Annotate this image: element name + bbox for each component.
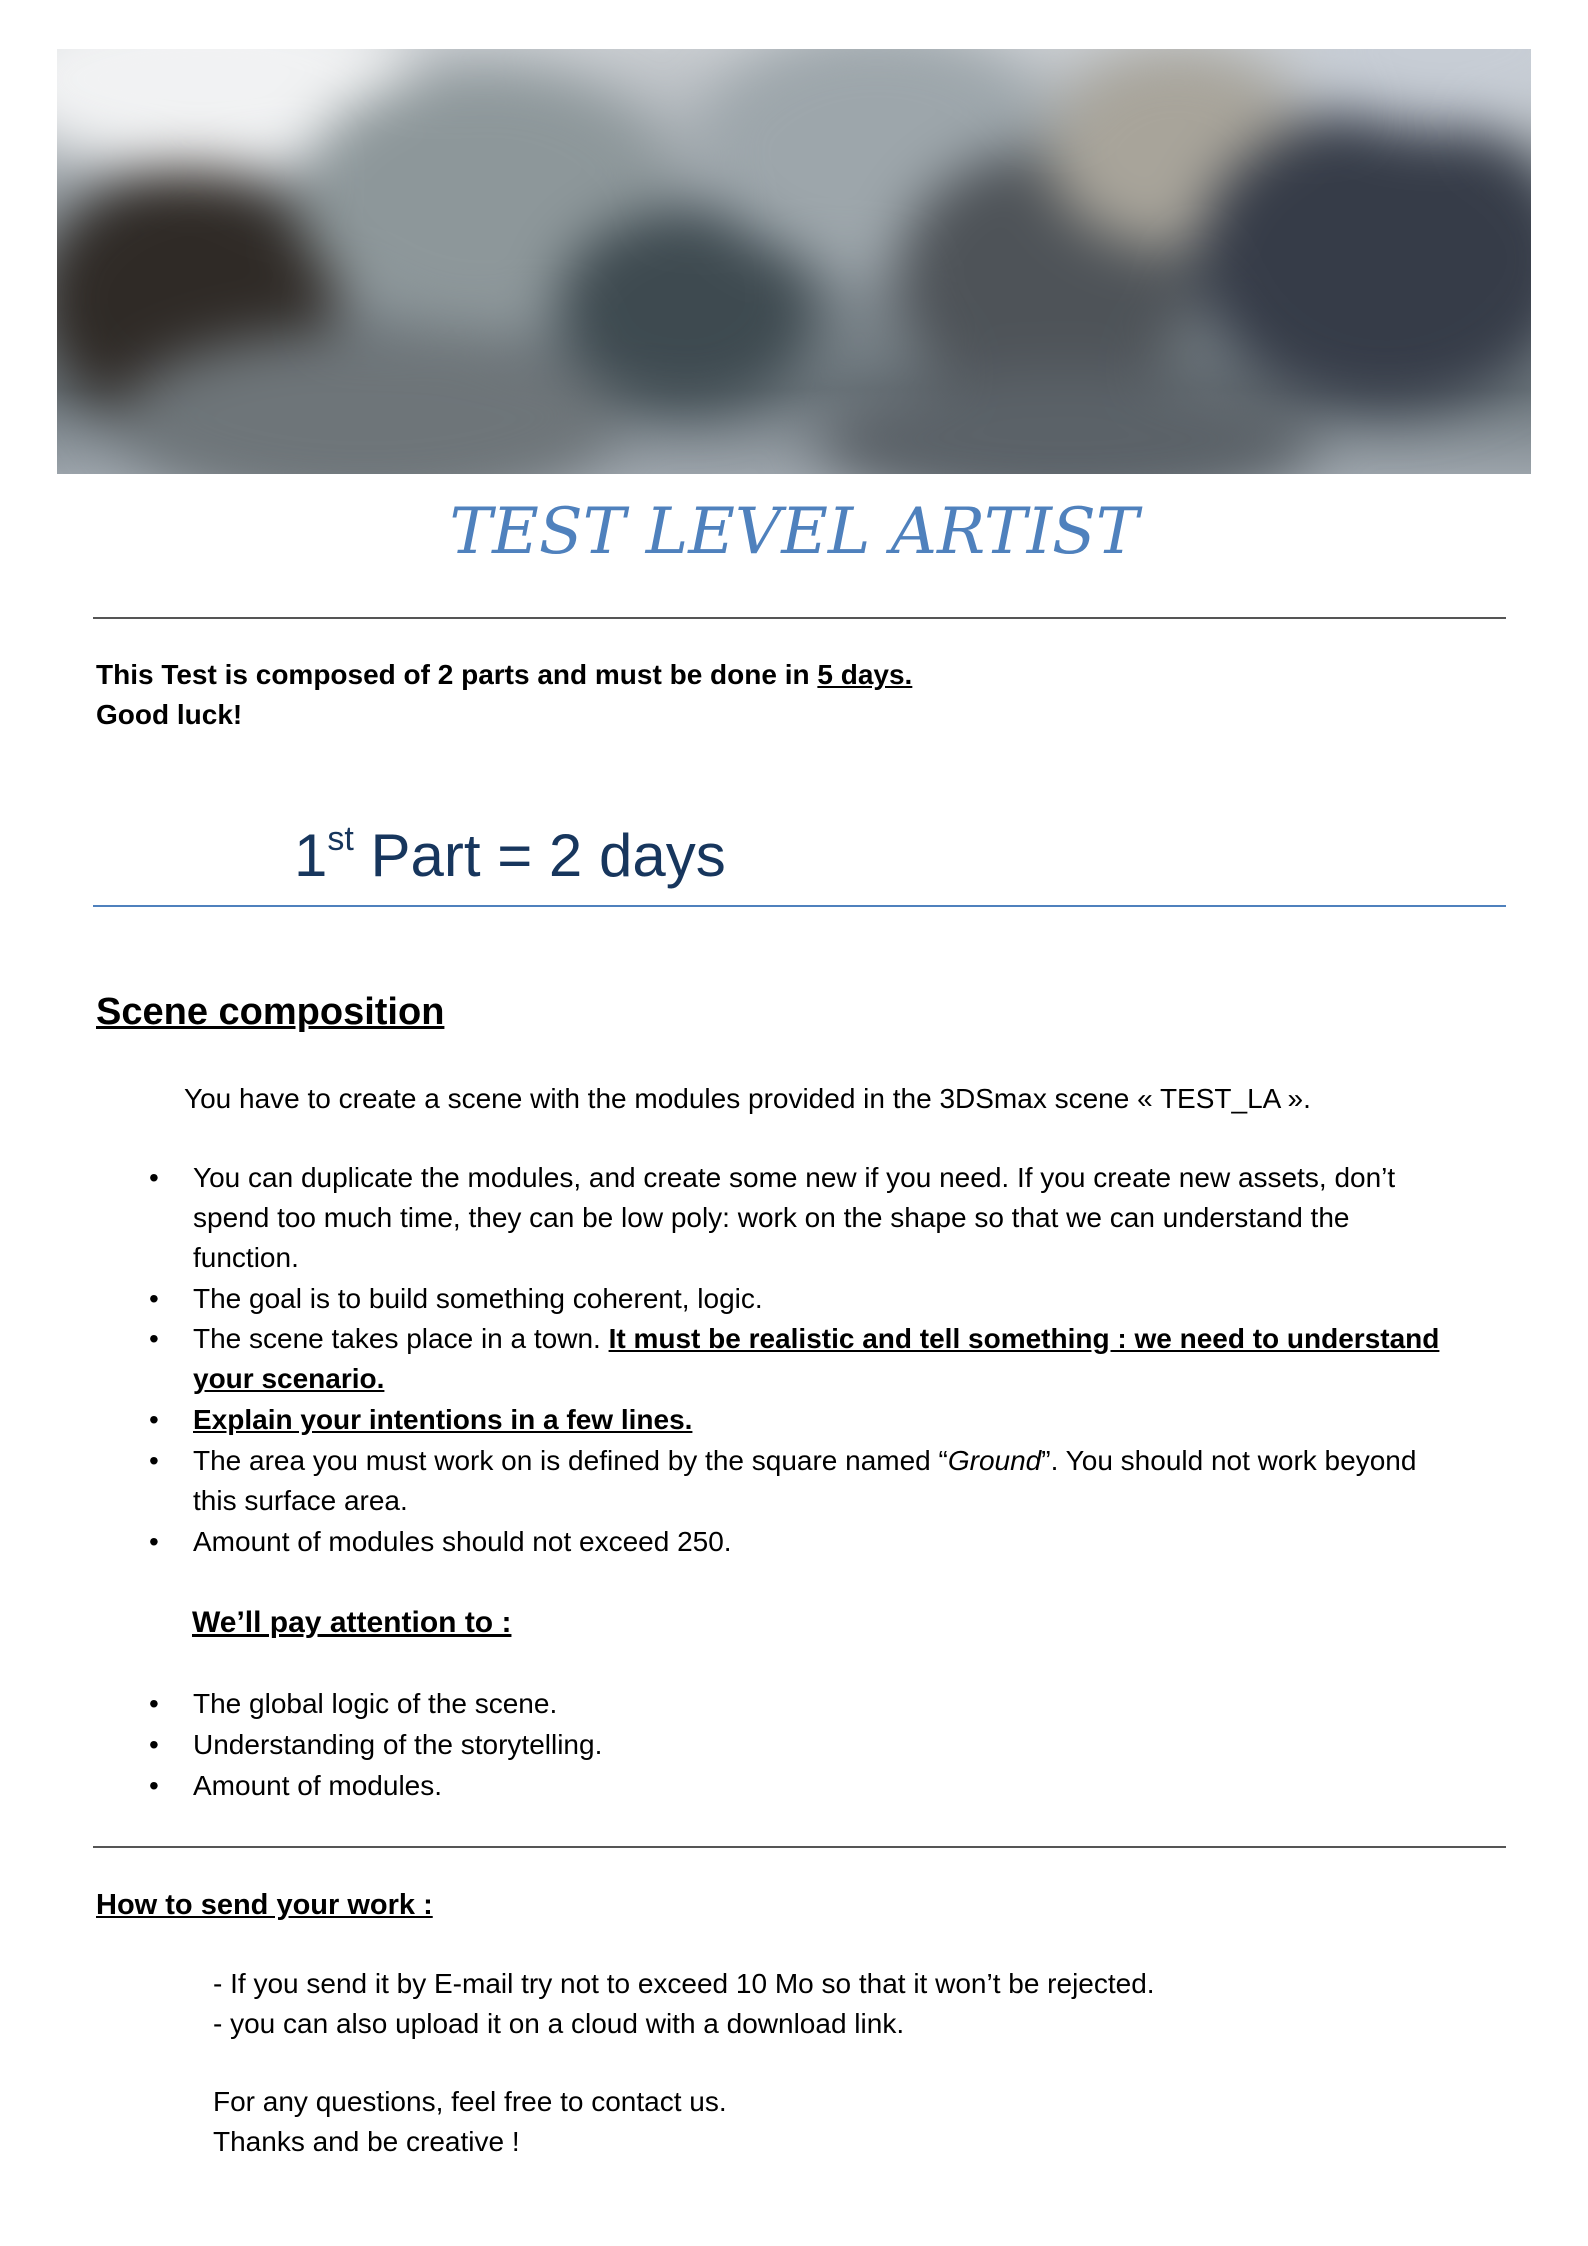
list-item: • Understanding of the storytelling. — [149, 1729, 603, 1760]
send-work-heading: How to send your work : — [96, 1889, 433, 1921]
intro-line-2: Good luck! — [96, 699, 243, 730]
list-item: • Amount of modules. — [149, 1770, 443, 1801]
part-1-divider — [93, 905, 1506, 907]
contact-line: For any questions, feel free to contact us. — [213, 2086, 727, 2117]
list-item: • Amount of modules should not exceed 250. — [149, 1526, 732, 1557]
closing-line: Thanks and be creative ! — [213, 2126, 520, 2157]
intro-line-1: This Test is composed of 2 parts and must be done in 5 days. — [96, 659, 913, 690]
list-item: • Explain your intentions in a few lines. — [149, 1404, 693, 1435]
list-item: • The scene takes place in a town. It must be realistic and tell something : we need to understand your scenario. — [149, 1323, 1440, 1394]
attention-heading: We’ll pay attention to : — [192, 1606, 512, 1639]
part-1-heading: 1st Part = 2 days — [294, 820, 726, 889]
scene-lead-text: You have to create a scene with the modules provided in the 3DSmax scene « TEST_LA ». — [184, 1083, 1311, 1114]
header-banner-image — [57, 49, 1531, 474]
send-line-email: - If you send it by E-mail try not to exceed 10 Mo so that it won’t be rejected. — [213, 1968, 1155, 1999]
list-item: • The goal is to build something coherent, logic. — [149, 1283, 763, 1314]
section-divider — [93, 1846, 1506, 1848]
list-item: • You can duplicate the modules, and create some new if you need. If you create new assets, don’t spend too much time, they can be low poly: work on the shape so that we can understand the function. — [149, 1162, 1396, 1273]
document-title: TEST LEVEL ARTIST — [449, 495, 1139, 569]
list-item: • The area you must work on is defined by the square named “Ground”. You should not work beyond this surface area. — [149, 1445, 1417, 1516]
title-divider — [93, 617, 1506, 619]
scene-composition-heading: Scene composition — [96, 991, 445, 1033]
list-item: • The global logic of the scene. — [149, 1688, 558, 1719]
send-line-cloud: - you can also upload it on a cloud with a download link. — [213, 2008, 905, 2039]
